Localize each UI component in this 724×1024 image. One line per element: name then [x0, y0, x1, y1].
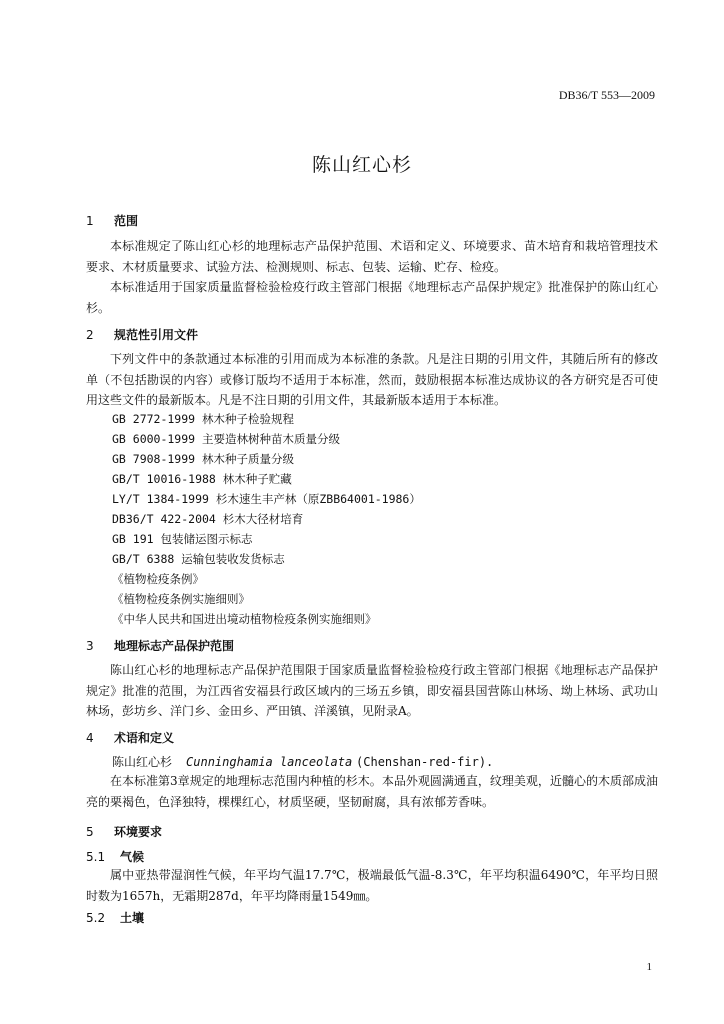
document-title: 陈山红心杉 — [311, 154, 412, 176]
reference-item: 《植物检疫条例》 — [112, 572, 204, 586]
section-number: 5 — [86, 825, 94, 839]
standard-code: DB36/T 553—2009 — [558, 88, 655, 102]
section-title: 规范性引用文件 — [114, 328, 199, 342]
section-4-heading — [86, 729, 174, 746]
section-number: 3 — [86, 639, 94, 653]
reference-item: GB/T 10016-1988 林木种子贮藏 — [112, 472, 292, 486]
subsection-5-2-heading — [86, 909, 144, 926]
section-title: 气候 — [120, 850, 145, 864]
section-title: 土壤 — [120, 911, 145, 925]
subsection-5-1-paragraph: 属中亚热带湿润性气候，年平均气温17.7℃，极端最低气温-8.3℃，年平均积温6490℃，年平均日照时数为1657h，无霜期287d，年平均降雨量1549㎜。 — [86, 868, 658, 903]
term-latin-name: Cunninghamia lanceolata — [186, 755, 353, 769]
section-number: 4 — [86, 731, 94, 745]
page-number: 1 — [646, 961, 652, 973]
section-number: 5.1 — [86, 850, 106, 864]
reference-item: 《植物检疫条例实施细则》 — [112, 592, 250, 606]
reference-item: LY/T 1384-1999 杉木速生丰产林（原ZBB64001-1986） — [112, 492, 421, 506]
term-chinese: 陈山红心杉 — [112, 755, 173, 769]
section-3-paragraph-1: 陈山红心杉的地理标志产品保护范围限于国家质量监督检验检疫行政主管部门根据《地理标志产品保护规定》批准的范围，为江西省安福县行政区域内的三场五乡镇，即安福县国营陈山林场、坳上林场、武功山林场，彭坊乡、洋门乡、金田乡、严田镇、洋溪镇，见附录A。 — [86, 663, 658, 718]
section-3-heading — [86, 637, 234, 654]
section-1-paragraph-2: 本标准适用于国家质量监督检验检疫行政主管部门根据《地理标志产品保护规定》批准保护的陈山红心杉。 — [86, 280, 658, 315]
term-english-name: (Chenshan-red-fir). — [356, 755, 494, 769]
section-2-paragraph-1: 下列文件中的条款通过本标准的引用而成为本标准的条款。凡是注日期的引用文件，其随后所有的修改单（不包括勘误的内容）或修订版均不适用于本标准，然而，鼓励根据本标准达成协议的各方研究是否可使用这些文件的最新版本。凡是不注日期的引用文件，其最新版本适用于本标准。 — [86, 352, 658, 407]
section-5-heading — [86, 823, 162, 840]
section-number: 2 — [86, 328, 94, 342]
reference-item: DB36/T 422-2004 杉木大径材培育 — [112, 512, 304, 526]
section-number: 5.2 — [86, 911, 106, 925]
reference-item: GB 7908-1999 林木种子质量分级 — [112, 452, 295, 466]
reference-item: GB 2772-1999 林木种子检验规程 — [112, 412, 295, 426]
subsection-5-1-heading — [86, 848, 144, 865]
section-1-heading — [86, 212, 138, 229]
reference-item: GB 6000-1999 主要造林树种苗木质量分级 — [112, 432, 341, 446]
reference-item: 《中华人民共和国进出境动植物检疫条例实施细则》 — [112, 612, 377, 626]
section-1-paragraph-1: 本标准规定了陈山红心杉的地理标志产品保护范围、术语和定义、环境要求、苗木培育和栽培管理技术要求、木材质量要求、试验方法、检测规则、标志、包装、运输、贮存、检疫。 — [86, 239, 658, 274]
section-4-paragraph-1: 在本标准第3章规定的地理标志范围内种植的杉木。本品外观圆满通直，纹理美观，近髓心的木质部成油亮的栗褐色，色泽独特，棵棵红心，材质坚硬，坚韧耐腐，具有浓郁芳香味。 — [86, 774, 658, 809]
reference-item: GB/T 6388 运输包装收发货标志 — [112, 552, 285, 566]
reference-item: GB 191 包装储运图示标志 — [112, 532, 253, 546]
section-title: 术语和定义 — [114, 731, 175, 745]
section-number: 1 — [86, 214, 94, 228]
section-title: 环境要求 — [114, 825, 163, 839]
section-title: 地理标志产品保护范围 — [114, 639, 235, 653]
section-2-heading — [86, 326, 198, 343]
term-definition-line — [112, 753, 493, 770]
section-title: 范围 — [114, 214, 139, 228]
